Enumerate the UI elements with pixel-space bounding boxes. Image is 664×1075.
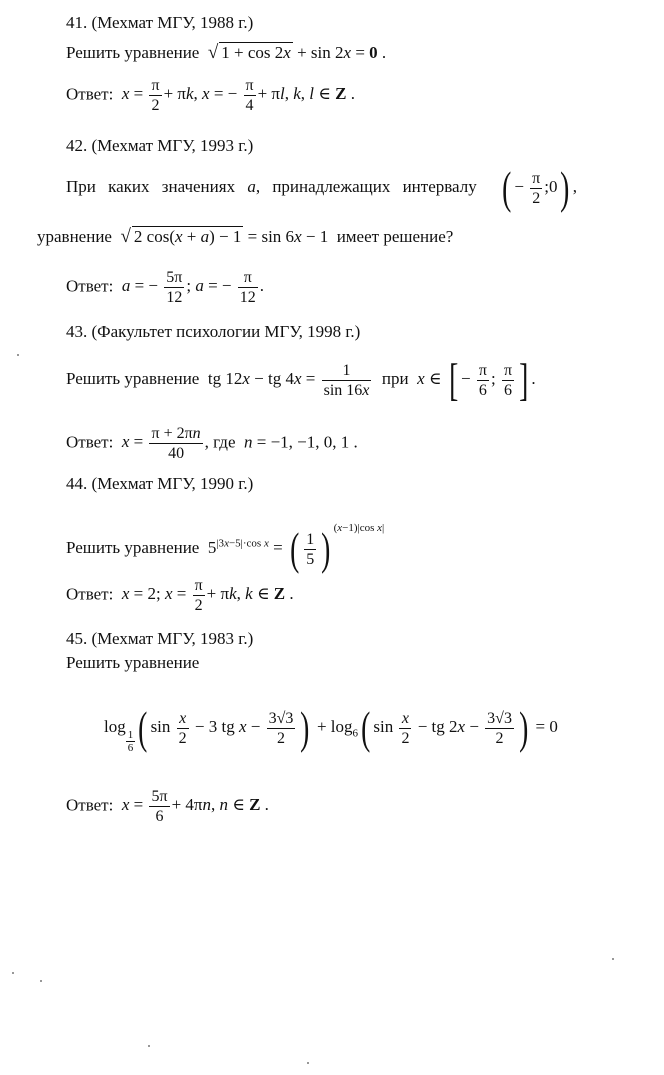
equation-43: tg 12x − tg 4x = $\frac{1}{\sin 16x}$ [207,361,370,399]
problem-42-header: 42. (Мехмат МГУ, 1993 г.) [66,136,254,155]
scan-speck [148,1045,150,1047]
task-when: при [381,368,409,388]
answer-44: x = 2; x = $\frac{\pi}{2}$ + πk, k ∈ Z . [121,577,294,614]
task-label: Решить уравнение [66,43,200,62]
answer-43-range: n = −1, −1, 0, 1 . [244,432,358,452]
equation-41: √ 1 + cos 2x + sin 2x = 0 . [207,42,387,63]
scan-speck [612,958,614,960]
problem-43-task [66,354,536,405]
answer-45: x = $\frac{5\pi}{6}$ + 4πn, n ∈ Z . [121,788,269,825]
scan-speck [12,972,14,974]
problem-43-header: 43. (Факультет психологии МГУ, 1998 г.) [66,322,361,341]
problem-41-header: 41. (Мехмат МГУ, 1988 г.) [66,13,254,32]
answer-43: x = $\frac{\pi + 2\pi n}{40}$ [121,425,201,462]
task-line2-end: имеет решение? [336,227,454,246]
task-line2-start: уравнение [37,227,112,246]
interval-43: x ∈ [ − $\frac{\pi}{6}$ ; $\frac{\pi}{6}$ ] . [417,354,536,405]
answer-label: Ответ: [66,276,114,296]
problem-42-task-line1: При каких значениях a, принадлежащих интервалу ( − $\frac{\pi}{2}$ ;0) , [66,162,578,213]
answer-label: Ответ: [66,432,114,452]
equation-42: √ 2 cos(x + a) − 1 = sin 6x − 1 [120,226,329,247]
problem-41-task [66,42,386,63]
answer-42: a = − $\frac{5\pi}{12}$ ; a = − $\frac{\pi}{12}$ . [121,269,265,306]
problem-44-answer [66,576,294,615]
problem-42-answer [66,268,264,307]
scan-speck [17,354,19,356]
answer-label: Ответ: [66,584,114,604]
answer-where: , где [204,432,236,452]
problem-45-answer [66,787,269,826]
problem-44-header: 44. (Мехмат МГУ, 1990 г.) [66,474,254,493]
interval-42: ( − $\frac{\pi}{2}$ ;0) , [502,162,578,213]
scan-speck [307,1062,309,1064]
problem-42-task-line2 [37,226,453,247]
equation-44: $5^{|3x-5|\cdot cos x}$ = ( $\frac{1}{5}$ ) $^{(x-1)|cos x|}$ [207,522,385,575]
answer-label: Ответ: [66,795,114,815]
task-label-2: принадлежащих интервалу [272,176,477,196]
problem-45-task: Решить уравнение [66,653,200,672]
task-label: При каких значениях [66,176,236,196]
answer-label: Ответ: [66,84,114,104]
equation-45: log $_{\frac{1}{6}}$ ( sin $\frac{x}{2}$ − 3 tg x − $\frac{3√3}{2}$ ) + $\log_6$( sin $\frac{x}{2}$ − tg 2x − $\frac{3√3}{2}$ ) = 0 [104,702,558,754]
problem-44-task [66,518,385,575]
task-label: Решить уравнение [66,368,200,388]
scan-speck [40,980,42,982]
problem-41-answer [66,76,355,115]
problem-43-answer [66,424,358,463]
answer-41: x = $\frac{\pi}{2}$ + πk, x = − $\frac{\pi}{4}$ + πl, k, l ∈ Z . [121,77,355,114]
task-label: Решить уравнение [66,538,200,557]
problem-45-header: 45. (Мехмат МГУ, 1983 г.) [66,629,254,648]
